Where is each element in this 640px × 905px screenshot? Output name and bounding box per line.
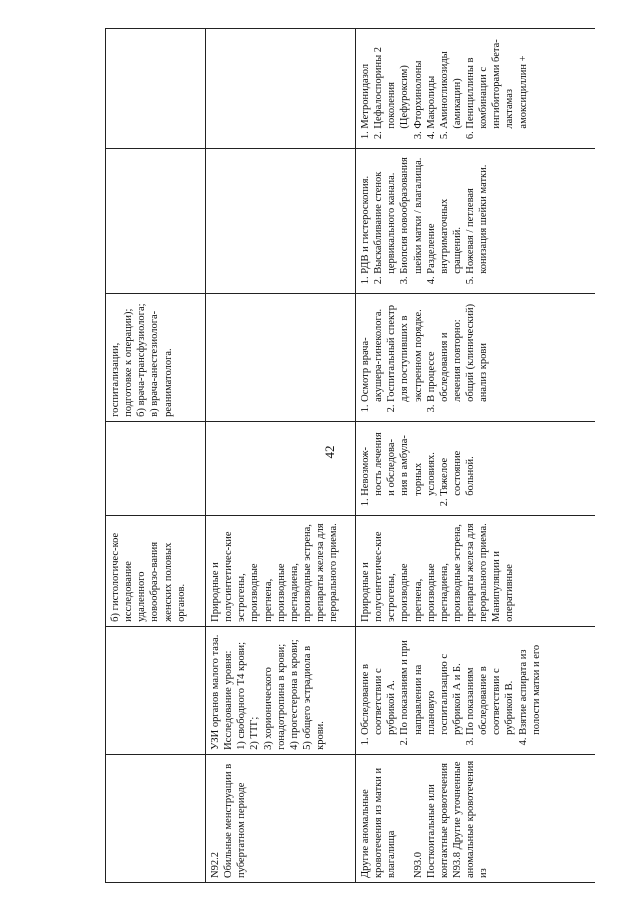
list-item: 3. В процессе обследования и лечения повторно: общий (клинический) анализ крови	[425, 298, 491, 402]
list-item: 5. Аминогликозиды (амикацин)	[438, 33, 464, 129]
page-number: 42	[322, 445, 337, 459]
cell-treatment-outpatient: УЗИ органов малого таза. Исследование уровня: 1) свободного Т4 крови; 2) ТТГ; 3) хорионического гонадотропина в крови; 4) прогестерона в крови; 5) общего эстрадиола в крови.	[206, 626, 356, 754]
list-item: 4. Взятие аспирата из полости матки и его	[517, 631, 543, 735]
list-item: 2. Цефалоспорины 2 поколения (Цефуроксим)	[372, 33, 411, 129]
cell-hospital-indication	[206, 421, 356, 515]
cell-hospital-indication	[356, 421, 596, 515]
list-item: 3. Биопсия новообразования шейки матки / влагалища.	[398, 153, 424, 274]
cell-hospital-treatment	[206, 293, 356, 421]
cell-code: N92.2 Обильные менструации в пубертатном периоде	[206, 754, 356, 882]
list-item: 1. РДВ и гистероскопия.	[359, 153, 372, 274]
list-item: 1. Осмотр врача-акушера-гинеколога.	[359, 298, 385, 402]
cell-code: Другие аномальные кровотечения из матки и влагалища N93.0 Посткоитальные или контактные кровотечения N93.8 Другие уточненные аномальные кровотечения из	[356, 754, 596, 882]
list-item: 2. Госпитальный спектр для поступивших в экстренном порядке.	[385, 298, 424, 402]
cell-drugs	[106, 29, 206, 149]
cell-hospital-treatment	[356, 293, 596, 421]
list-item: 2. Тяжелое состояние больной.	[438, 426, 477, 496]
table-row-continuation	[106, 29, 206, 883]
list-item: 1. Невозмож-ность лечения и обследова-ния в амбула-торных условиях.	[359, 426, 438, 496]
cell-hospital-indication	[106, 421, 206, 515]
rotated-table	[105, 28, 595, 883]
list-item: 5. Ножевая / петлевая конизация шейки матки.	[464, 153, 490, 274]
table-container	[105, 28, 595, 883]
cell-treatment-drugs: Природные и полусинтетичес-кие эстрогены, производные прегнена, производные прегнадиена, производные эстрена, препараты железа для перорального приема. Манипуляции и оперативные	[356, 515, 596, 626]
cell-surgery	[356, 148, 596, 293]
list-item: 3. По показаниям обследование в соответствии с рубрикой В.	[464, 631, 517, 735]
cell-surgery	[106, 148, 206, 293]
cell-code	[106, 754, 206, 882]
list-item: 2. По показаниям и при направлении на плановую госпитализацию с рубрикой А и Б.	[398, 631, 464, 735]
cell-diagnostics	[106, 626, 206, 754]
list-item: 4. Макролиды	[425, 33, 438, 129]
list-item: 1. Метронидазол	[359, 33, 372, 129]
cell-surgery	[206, 148, 356, 293]
cell-hospital-diagnostics: б) гистологичес-кое исследование удаленного новообразо-вания женских половых органов.	[106, 515, 206, 626]
clinical-table	[105, 28, 595, 883]
list-item: 1. Обследование в соответствии с рубрикой А.	[359, 631, 398, 735]
list-item: 6. Пенициллины в комбинации с ингибиторами бета-лактамаз амоксициллин +	[464, 33, 530, 129]
cell-treatment-drugs: Природные и полусинтетичес-кие эстрогены, производные прегнена, производные прегнадиена, производные эстрена, препараты железа для перорального приема.	[206, 515, 356, 626]
cell-drugs	[356, 29, 596, 149]
list-item: 4. Разделение внутриматочных сращений.	[425, 153, 464, 274]
list-item: 2. Выскабливание стенок цервикального канала.	[372, 153, 398, 274]
cell-drugs	[206, 29, 356, 149]
cell-diagnostics	[356, 626, 596, 754]
table-row-n92-2	[206, 29, 356, 883]
table-row-n93	[356, 29, 596, 883]
cell-hospital-treatment: госпитализации, подготовке к операции); б) врача-трансфузиолога; в) врача-анестезиолога-реаниматолога.	[106, 293, 206, 421]
list-item: 3. Фторхинолоны	[412, 33, 425, 129]
